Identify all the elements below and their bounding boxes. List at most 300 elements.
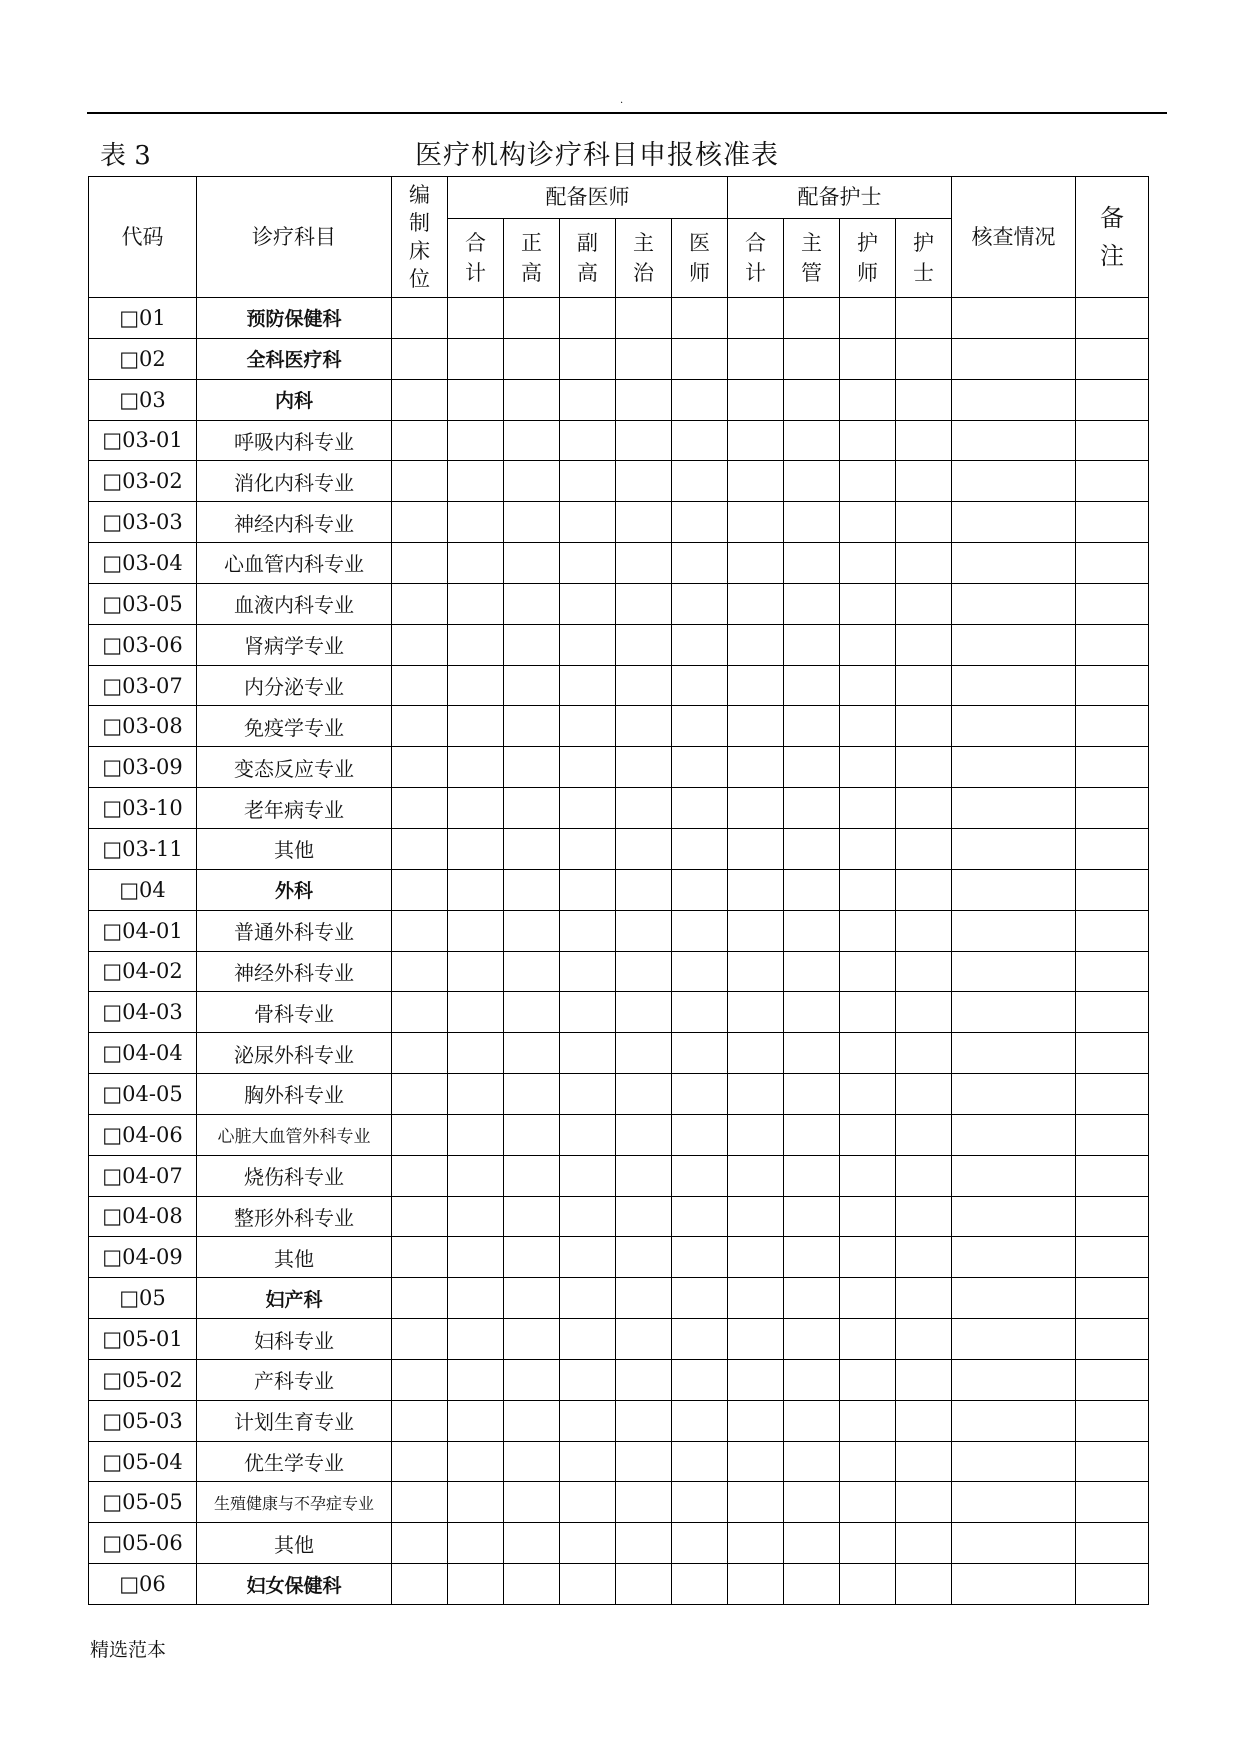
- doctors-attending-cell[interactable]: [616, 869, 672, 910]
- nurses-total-cell[interactable]: [728, 706, 784, 747]
- doctors-physician-cell[interactable]: [672, 583, 728, 624]
- nurses-total-cell[interactable]: [728, 543, 784, 584]
- doctors-attending-cell[interactable]: [616, 543, 672, 584]
- nurses-nurse-cell[interactable]: [896, 1074, 952, 1115]
- remark-cell[interactable]: [1076, 951, 1149, 992]
- remark-cell[interactable]: [1076, 1441, 1149, 1482]
- remark-cell[interactable]: [1076, 420, 1149, 461]
- check-cell[interactable]: [952, 420, 1076, 461]
- doctors-senior-cell[interactable]: [504, 1278, 560, 1319]
- doctors-total-cell[interactable]: [448, 1482, 504, 1523]
- nurses-total-cell[interactable]: [728, 1441, 784, 1482]
- nurses-supervisor-cell[interactable]: [784, 1359, 840, 1400]
- beds-cell[interactable]: [392, 1400, 448, 1441]
- nurses-total-cell[interactable]: [728, 1359, 784, 1400]
- doctors-associate-cell[interactable]: [560, 828, 616, 869]
- doctors-physician-cell[interactable]: [672, 338, 728, 379]
- doctors-associate-cell[interactable]: [560, 665, 616, 706]
- doctors-attending-cell[interactable]: [616, 298, 672, 339]
- doctors-attending-cell[interactable]: [616, 706, 672, 747]
- nurses-supervisor-cell[interactable]: [784, 1441, 840, 1482]
- check-cell[interactable]: [952, 583, 1076, 624]
- doctors-total-cell[interactable]: [448, 910, 504, 951]
- nurses-nurse-cell[interactable]: [896, 461, 952, 502]
- remark-cell[interactable]: [1076, 828, 1149, 869]
- nurses-supervisor-cell[interactable]: [784, 1482, 840, 1523]
- check-cell[interactable]: [952, 1074, 1076, 1115]
- check-cell[interactable]: [952, 665, 1076, 706]
- nurses-practitioner-cell[interactable]: [840, 828, 896, 869]
- nurses-nurse-cell[interactable]: [896, 1564, 952, 1605]
- check-cell[interactable]: [952, 1359, 1076, 1400]
- doctors-total-cell[interactable]: [448, 1564, 504, 1605]
- nurses-supervisor-cell[interactable]: [784, 1155, 840, 1196]
- doctors-physician-cell[interactable]: [672, 1441, 728, 1482]
- nurses-nurse-cell[interactable]: [896, 1237, 952, 1278]
- nurses-supervisor-cell[interactable]: [784, 583, 840, 624]
- nurses-supervisor-cell[interactable]: [784, 1033, 840, 1074]
- nurses-nurse-cell[interactable]: [896, 543, 952, 584]
- beds-cell[interactable]: [392, 869, 448, 910]
- doctors-associate-cell[interactable]: [560, 910, 616, 951]
- nurses-practitioner-cell[interactable]: [840, 706, 896, 747]
- doctors-senior-cell[interactable]: [504, 543, 560, 584]
- doctors-total-cell[interactable]: [448, 706, 504, 747]
- remark-cell[interactable]: [1076, 624, 1149, 665]
- nurses-supervisor-cell[interactable]: [784, 665, 840, 706]
- nurses-supervisor-cell[interactable]: [784, 1400, 840, 1441]
- check-cell[interactable]: [952, 1033, 1076, 1074]
- beds-cell[interactable]: [392, 1114, 448, 1155]
- doctors-associate-cell[interactable]: [560, 543, 616, 584]
- nurses-total-cell[interactable]: [728, 502, 784, 543]
- check-cell[interactable]: [952, 502, 1076, 543]
- doctors-senior-cell[interactable]: [504, 1482, 560, 1523]
- doctors-associate-cell[interactable]: [560, 461, 616, 502]
- nurses-total-cell[interactable]: [728, 788, 784, 829]
- doctors-attending-cell[interactable]: [616, 828, 672, 869]
- doctors-physician-cell[interactable]: [672, 543, 728, 584]
- doctors-senior-cell[interactable]: [504, 665, 560, 706]
- nurses-nurse-cell[interactable]: [896, 420, 952, 461]
- nurses-total-cell[interactable]: [728, 992, 784, 1033]
- nurses-nurse-cell[interactable]: [896, 583, 952, 624]
- doctors-attending-cell[interactable]: [616, 665, 672, 706]
- doctors-total-cell[interactable]: [448, 1033, 504, 1074]
- nurses-nurse-cell[interactable]: [896, 869, 952, 910]
- nurses-supervisor-cell[interactable]: [784, 1278, 840, 1319]
- nurses-supervisor-cell[interactable]: [784, 461, 840, 502]
- check-cell[interactable]: [952, 788, 1076, 829]
- doctors-senior-cell[interactable]: [504, 951, 560, 992]
- check-cell[interactable]: [952, 1196, 1076, 1237]
- beds-cell[interactable]: [392, 1359, 448, 1400]
- nurses-total-cell[interactable]: [728, 583, 784, 624]
- doctors-associate-cell[interactable]: [560, 788, 616, 829]
- doctors-associate-cell[interactable]: [560, 951, 616, 992]
- remark-cell[interactable]: [1076, 1523, 1149, 1564]
- nurses-nurse-cell[interactable]: [896, 1400, 952, 1441]
- nurses-supervisor-cell[interactable]: [784, 951, 840, 992]
- check-cell[interactable]: [952, 951, 1076, 992]
- check-cell[interactable]: [952, 1441, 1076, 1482]
- doctors-total-cell[interactable]: [448, 338, 504, 379]
- doctors-attending-cell[interactable]: [616, 1359, 672, 1400]
- doctors-physician-cell[interactable]: [672, 747, 728, 788]
- nurses-practitioner-cell[interactable]: [840, 583, 896, 624]
- doctors-senior-cell[interactable]: [504, 910, 560, 951]
- doctors-attending-cell[interactable]: [616, 624, 672, 665]
- doctors-total-cell[interactable]: [448, 1359, 504, 1400]
- beds-cell[interactable]: [392, 1278, 448, 1319]
- doctors-physician-cell[interactable]: [672, 1482, 728, 1523]
- nurses-total-cell[interactable]: [728, 1114, 784, 1155]
- doctors-senior-cell[interactable]: [504, 502, 560, 543]
- beds-cell[interactable]: [392, 1319, 448, 1360]
- nurses-total-cell[interactable]: [728, 1319, 784, 1360]
- nurses-practitioner-cell[interactable]: [840, 461, 896, 502]
- beds-cell[interactable]: [392, 665, 448, 706]
- nurses-supervisor-cell[interactable]: [784, 869, 840, 910]
- nurses-supervisor-cell[interactable]: [784, 298, 840, 339]
- remark-cell[interactable]: [1076, 583, 1149, 624]
- doctors-total-cell[interactable]: [448, 1319, 504, 1360]
- doctors-attending-cell[interactable]: [616, 583, 672, 624]
- nurses-nurse-cell[interactable]: [896, 1114, 952, 1155]
- check-cell[interactable]: [952, 1564, 1076, 1605]
- beds-cell[interactable]: [392, 992, 448, 1033]
- doctors-physician-cell[interactable]: [672, 1114, 728, 1155]
- nurses-practitioner-cell[interactable]: [840, 543, 896, 584]
- nurses-supervisor-cell[interactable]: [784, 379, 840, 420]
- doctors-associate-cell[interactable]: [560, 1196, 616, 1237]
- check-cell[interactable]: [952, 1278, 1076, 1319]
- doctors-associate-cell[interactable]: [560, 1033, 616, 1074]
- nurses-practitioner-cell[interactable]: [840, 1196, 896, 1237]
- nurses-nurse-cell[interactable]: [896, 706, 952, 747]
- doctors-total-cell[interactable]: [448, 583, 504, 624]
- doctors-total-cell[interactable]: [448, 788, 504, 829]
- nurses-practitioner-cell[interactable]: [840, 379, 896, 420]
- doctors-physician-cell[interactable]: [672, 1400, 728, 1441]
- nurses-nurse-cell[interactable]: [896, 1441, 952, 1482]
- nurses-nurse-cell[interactable]: [896, 624, 952, 665]
- check-cell[interactable]: [952, 747, 1076, 788]
- doctors-associate-cell[interactable]: [560, 1155, 616, 1196]
- doctors-attending-cell[interactable]: [616, 1278, 672, 1319]
- nurses-total-cell[interactable]: [728, 379, 784, 420]
- doctors-attending-cell[interactable]: [616, 379, 672, 420]
- remark-cell[interactable]: [1076, 992, 1149, 1033]
- nurses-nurse-cell[interactable]: [896, 1196, 952, 1237]
- beds-cell[interactable]: [392, 624, 448, 665]
- doctors-total-cell[interactable]: [448, 1441, 504, 1482]
- doctors-associate-cell[interactable]: [560, 1482, 616, 1523]
- doctors-total-cell[interactable]: [448, 1155, 504, 1196]
- doctors-total-cell[interactable]: [448, 828, 504, 869]
- doctors-attending-cell[interactable]: [616, 1237, 672, 1278]
- remark-cell[interactable]: [1076, 1359, 1149, 1400]
- beds-cell[interactable]: [392, 461, 448, 502]
- nurses-practitioner-cell[interactable]: [840, 1441, 896, 1482]
- doctors-attending-cell[interactable]: [616, 747, 672, 788]
- doctors-physician-cell[interactable]: [672, 1196, 728, 1237]
- doctors-total-cell[interactable]: [448, 624, 504, 665]
- nurses-practitioner-cell[interactable]: [840, 1033, 896, 1074]
- doctors-senior-cell[interactable]: [504, 828, 560, 869]
- doctors-senior-cell[interactable]: [504, 1196, 560, 1237]
- remark-cell[interactable]: [1076, 788, 1149, 829]
- check-cell[interactable]: [952, 706, 1076, 747]
- nurses-practitioner-cell[interactable]: [840, 1523, 896, 1564]
- doctors-physician-cell[interactable]: [672, 706, 728, 747]
- doctors-physician-cell[interactable]: [672, 992, 728, 1033]
- check-cell[interactable]: [952, 298, 1076, 339]
- doctors-associate-cell[interactable]: [560, 298, 616, 339]
- nurses-nurse-cell[interactable]: [896, 502, 952, 543]
- doctors-physician-cell[interactable]: [672, 298, 728, 339]
- nurses-practitioner-cell[interactable]: [840, 1074, 896, 1115]
- doctors-physician-cell[interactable]: [672, 1564, 728, 1605]
- doctors-senior-cell[interactable]: [504, 1564, 560, 1605]
- doctors-attending-cell[interactable]: [616, 1319, 672, 1360]
- nurses-total-cell[interactable]: [728, 1237, 784, 1278]
- check-cell[interactable]: [952, 379, 1076, 420]
- doctors-physician-cell[interactable]: [672, 379, 728, 420]
- check-cell[interactable]: [952, 992, 1076, 1033]
- beds-cell[interactable]: [392, 1237, 448, 1278]
- doctors-total-cell[interactable]: [448, 461, 504, 502]
- remark-cell[interactable]: [1076, 869, 1149, 910]
- check-cell[interactable]: [952, 1400, 1076, 1441]
- remark-cell[interactable]: [1076, 706, 1149, 747]
- doctors-physician-cell[interactable]: [672, 1359, 728, 1400]
- beds-cell[interactable]: [392, 1523, 448, 1564]
- doctors-physician-cell[interactable]: [672, 420, 728, 461]
- nurses-total-cell[interactable]: [728, 624, 784, 665]
- doctors-physician-cell[interactable]: [672, 1319, 728, 1360]
- doctors-total-cell[interactable]: [448, 1196, 504, 1237]
- doctors-associate-cell[interactable]: [560, 1564, 616, 1605]
- doctors-total-cell[interactable]: [448, 420, 504, 461]
- beds-cell[interactable]: [392, 1074, 448, 1115]
- doctors-senior-cell[interactable]: [504, 298, 560, 339]
- remark-cell[interactable]: [1076, 338, 1149, 379]
- beds-cell[interactable]: [392, 583, 448, 624]
- nurses-nurse-cell[interactable]: [896, 788, 952, 829]
- doctors-physician-cell[interactable]: [672, 1237, 728, 1278]
- doctors-senior-cell[interactable]: [504, 1441, 560, 1482]
- doctors-senior-cell[interactable]: [504, 1237, 560, 1278]
- doctors-senior-cell[interactable]: [504, 788, 560, 829]
- doctors-associate-cell[interactable]: [560, 379, 616, 420]
- check-cell[interactable]: [952, 338, 1076, 379]
- nurses-total-cell[interactable]: [728, 1482, 784, 1523]
- doctors-senior-cell[interactable]: [504, 869, 560, 910]
- nurses-supervisor-cell[interactable]: [784, 624, 840, 665]
- doctors-total-cell[interactable]: [448, 298, 504, 339]
- doctors-attending-cell[interactable]: [616, 1400, 672, 1441]
- nurses-total-cell[interactable]: [728, 461, 784, 502]
- nurses-supervisor-cell[interactable]: [784, 502, 840, 543]
- check-cell[interactable]: [952, 1155, 1076, 1196]
- beds-cell[interactable]: [392, 1196, 448, 1237]
- remark-cell[interactable]: [1076, 298, 1149, 339]
- doctors-associate-cell[interactable]: [560, 1074, 616, 1115]
- check-cell[interactable]: [952, 1319, 1076, 1360]
- beds-cell[interactable]: [392, 502, 448, 543]
- check-cell[interactable]: [952, 910, 1076, 951]
- nurses-practitioner-cell[interactable]: [840, 747, 896, 788]
- nurses-supervisor-cell[interactable]: [784, 1114, 840, 1155]
- doctors-associate-cell[interactable]: [560, 502, 616, 543]
- beds-cell[interactable]: [392, 1564, 448, 1605]
- nurses-nurse-cell[interactable]: [896, 1523, 952, 1564]
- doctors-associate-cell[interactable]: [560, 706, 616, 747]
- doctors-total-cell[interactable]: [448, 1400, 504, 1441]
- nurses-nurse-cell[interactable]: [896, 747, 952, 788]
- nurses-supervisor-cell[interactable]: [784, 706, 840, 747]
- nurses-supervisor-cell[interactable]: [784, 1237, 840, 1278]
- doctors-attending-cell[interactable]: [616, 1074, 672, 1115]
- nurses-total-cell[interactable]: [728, 1523, 784, 1564]
- doctors-associate-cell[interactable]: [560, 1278, 616, 1319]
- doctors-total-cell[interactable]: [448, 951, 504, 992]
- nurses-nurse-cell[interactable]: [896, 338, 952, 379]
- nurses-practitioner-cell[interactable]: [840, 420, 896, 461]
- beds-cell[interactable]: [392, 338, 448, 379]
- beds-cell[interactable]: [392, 910, 448, 951]
- beds-cell[interactable]: [392, 379, 448, 420]
- nurses-nurse-cell[interactable]: [896, 951, 952, 992]
- nurses-practitioner-cell[interactable]: [840, 951, 896, 992]
- nurses-practitioner-cell[interactable]: [840, 992, 896, 1033]
- check-cell[interactable]: [952, 1482, 1076, 1523]
- nurses-total-cell[interactable]: [728, 951, 784, 992]
- remark-cell[interactable]: [1076, 1278, 1149, 1319]
- nurses-total-cell[interactable]: [728, 1033, 784, 1074]
- nurses-nurse-cell[interactable]: [896, 910, 952, 951]
- doctors-total-cell[interactable]: [448, 747, 504, 788]
- doctors-total-cell[interactable]: [448, 502, 504, 543]
- nurses-nurse-cell[interactable]: [896, 828, 952, 869]
- beds-cell[interactable]: [392, 1441, 448, 1482]
- nurses-nurse-cell[interactable]: [896, 1278, 952, 1319]
- nurses-supervisor-cell[interactable]: [784, 1319, 840, 1360]
- nurses-practitioner-cell[interactable]: [840, 788, 896, 829]
- beds-cell[interactable]: [392, 788, 448, 829]
- doctors-senior-cell[interactable]: [504, 583, 560, 624]
- doctors-total-cell[interactable]: [448, 1278, 504, 1319]
- doctors-senior-cell[interactable]: [504, 706, 560, 747]
- doctors-attending-cell[interactable]: [616, 1482, 672, 1523]
- doctors-associate-cell[interactable]: [560, 1319, 616, 1360]
- doctors-physician-cell[interactable]: [672, 951, 728, 992]
- nurses-supervisor-cell[interactable]: [784, 1564, 840, 1605]
- doctors-attending-cell[interactable]: [616, 1196, 672, 1237]
- doctors-associate-cell[interactable]: [560, 1359, 616, 1400]
- doctors-physician-cell[interactable]: [672, 1523, 728, 1564]
- doctors-associate-cell[interactable]: [560, 583, 616, 624]
- doctors-senior-cell[interactable]: [504, 1155, 560, 1196]
- doctors-physician-cell[interactable]: [672, 910, 728, 951]
- doctors-physician-cell[interactable]: [672, 1033, 728, 1074]
- doctors-associate-cell[interactable]: [560, 1237, 616, 1278]
- nurses-practitioner-cell[interactable]: [840, 1319, 896, 1360]
- nurses-supervisor-cell[interactable]: [784, 338, 840, 379]
- doctors-associate-cell[interactable]: [560, 420, 616, 461]
- check-cell[interactable]: [952, 543, 1076, 584]
- beds-cell[interactable]: [392, 543, 448, 584]
- nurses-total-cell[interactable]: [728, 869, 784, 910]
- nurses-nurse-cell[interactable]: [896, 1155, 952, 1196]
- doctors-senior-cell[interactable]: [504, 747, 560, 788]
- nurses-supervisor-cell[interactable]: [784, 788, 840, 829]
- doctors-senior-cell[interactable]: [504, 624, 560, 665]
- doctors-total-cell[interactable]: [448, 665, 504, 706]
- nurses-supervisor-cell[interactable]: [784, 828, 840, 869]
- check-cell[interactable]: [952, 624, 1076, 665]
- doctors-total-cell[interactable]: [448, 543, 504, 584]
- doctors-attending-cell[interactable]: [616, 338, 672, 379]
- beds-cell[interactable]: [392, 706, 448, 747]
- nurses-total-cell[interactable]: [728, 1564, 784, 1605]
- beds-cell[interactable]: [392, 828, 448, 869]
- nurses-total-cell[interactable]: [728, 665, 784, 706]
- remark-cell[interactable]: [1076, 461, 1149, 502]
- doctors-associate-cell[interactable]: [560, 747, 616, 788]
- nurses-total-cell[interactable]: [728, 1278, 784, 1319]
- nurses-nurse-cell[interactable]: [896, 1359, 952, 1400]
- nurses-practitioner-cell[interactable]: [840, 1564, 896, 1605]
- doctors-attending-cell[interactable]: [616, 910, 672, 951]
- nurses-supervisor-cell[interactable]: [784, 1523, 840, 1564]
- doctors-senior-cell[interactable]: [504, 1319, 560, 1360]
- doctors-physician-cell[interactable]: [672, 624, 728, 665]
- doctors-physician-cell[interactable]: [672, 1278, 728, 1319]
- doctors-senior-cell[interactable]: [504, 1114, 560, 1155]
- nurses-practitioner-cell[interactable]: [840, 624, 896, 665]
- check-cell[interactable]: [952, 461, 1076, 502]
- nurses-nurse-cell[interactable]: [896, 1319, 952, 1360]
- doctors-total-cell[interactable]: [448, 1523, 504, 1564]
- nurses-total-cell[interactable]: [728, 1155, 784, 1196]
- doctors-senior-cell[interactable]: [504, 1074, 560, 1115]
- doctors-senior-cell[interactable]: [504, 420, 560, 461]
- doctors-total-cell[interactable]: [448, 869, 504, 910]
- doctors-senior-cell[interactable]: [504, 1033, 560, 1074]
- doctors-physician-cell[interactable]: [672, 869, 728, 910]
- remark-cell[interactable]: [1076, 1114, 1149, 1155]
- nurses-practitioner-cell[interactable]: [840, 869, 896, 910]
- doctors-associate-cell[interactable]: [560, 1114, 616, 1155]
- check-cell[interactable]: [952, 869, 1076, 910]
- beds-cell[interactable]: [392, 1033, 448, 1074]
- doctors-associate-cell[interactable]: [560, 1400, 616, 1441]
- remark-cell[interactable]: [1076, 1074, 1149, 1115]
- beds-cell[interactable]: [392, 1155, 448, 1196]
- remark-cell[interactable]: [1076, 1482, 1149, 1523]
- nurses-total-cell[interactable]: [728, 1074, 784, 1115]
- doctors-attending-cell[interactable]: [616, 1155, 672, 1196]
- doctors-attending-cell[interactable]: [616, 502, 672, 543]
- remark-cell[interactable]: [1076, 1400, 1149, 1441]
- remark-cell[interactable]: [1076, 502, 1149, 543]
- doctors-physician-cell[interactable]: [672, 502, 728, 543]
- doctors-physician-cell[interactable]: [672, 828, 728, 869]
- beds-cell[interactable]: [392, 298, 448, 339]
- doctors-attending-cell[interactable]: [616, 420, 672, 461]
